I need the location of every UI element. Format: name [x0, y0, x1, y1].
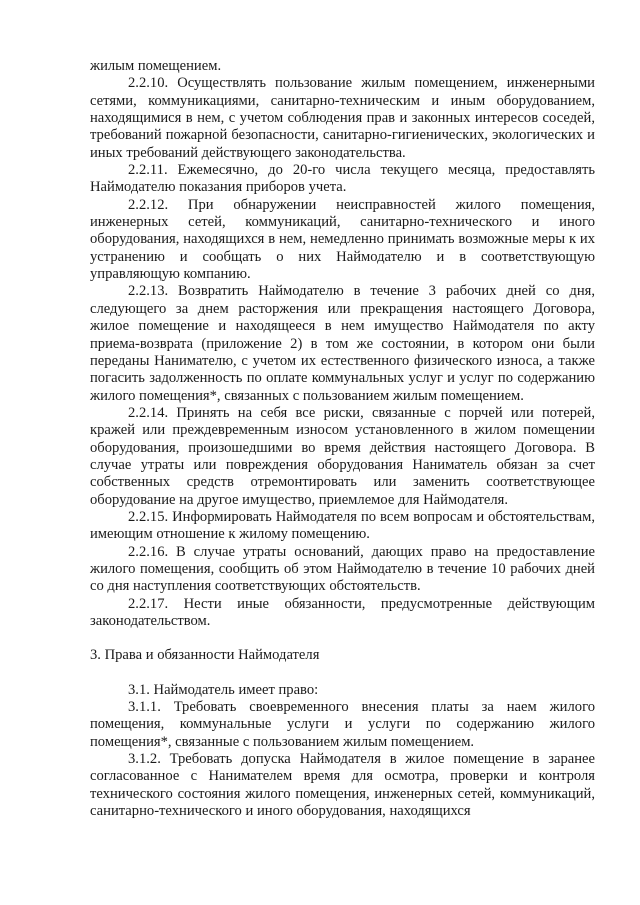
paragraph: 3.1.2. Требовать допуска Наймодателя в жилое помещение в заранее согласованное с Нанимателем время для осмотра, проверки и контроля технического состояния жилого помещения, инженерных сетей, коммуникаций, санитарно-технического и иного оборудования, находящихся: [90, 751, 595, 820]
paragraph: 2.2.12. При обнаружении неисправностей жилого помещения, инженерных сетей, коммуникаций, санитарно-технического и иного оборудования, находящихся в нем, немедленно принимать возможные меры к их устранению и сообщать о них Наймодателю и в соответствующую управляющую компанию.: [90, 196, 595, 283]
paragraph: 2.2.16. В случае утраты оснований, дающих право на предоставление жилого помещения, сообщить об этом Наймодателю в течение 10 рабочих дней со дня наступления соответствующих обстоятельств.: [90, 543, 595, 595]
paragraph: 2.2.10. Осуществлять пользование жилым помещением, инженерными сетями, коммуникациями, санитарно-техническим и иным оборудованием, находящимися в нем, с учетом соблюдения прав и законных интересов соседей, требований пожарной безопасности, санитарно-гигиенических, экологических и иных требований действующего законодательства.: [90, 75, 595, 161]
landlord-rights: [90, 682, 595, 821]
paragraph: жилым помещением.: [90, 58, 222, 74]
paragraph: 2.2.17. Нести иные обязанности, предусмотренные действующим законодательством.: [90, 595, 595, 629]
paragraph: 2.2.15. Информировать Наймодателя по всем вопросам и обстоятельствам, имеющим отношение к жилому помещению.: [90, 508, 595, 543]
paragraph: 3.1. Наймодатель имеет право:: [128, 681, 319, 698]
document-body: [90, 58, 595, 820]
paragraph: 2.2.14. Принять на себя все риски, связанные с порчей или потерей, кражей или преждевременным износом установленного в жилом помещении оборудования, произошедшими во время действия настоящего Договора. В случае утраты или повреждения оборудования Наниматель обязан за счет собственных средств отремонтировать или заменить соответствующее оборудование на другое имущество, приемлемое для Наймодателя.: [90, 404, 595, 508]
section-heading: 3. Права и обязанности Наймодателя: [90, 647, 320, 664]
paragraph: 2.2.11. Ежемесячно, до 20-го числа текущего месяца, предоставлять Наймодателю показания приборов учета.: [90, 162, 595, 196]
paragraph: 2.2.13. Возвратить Наймодателю в течение 3 рабочих дней со дня, следующего за днем расторжения или прекращения настоящего Договора, жилое помещение и находящееся в нем имущество Наймодателя по акту приема-возврата (приложение 2) в том же состоянии, в котором они были переданы Нанимателю, с учетом их естественного физического износа, а также погасить задолженность по оплате коммунальных услуг и услуг по содержанию жилого помещения*, связанных с пользованием жилым помещением.: [90, 283, 595, 404]
paragraph: 3.1.1. Требовать своевременного внесения платы за наем жилого помещения, коммунальные услуги и услуги по содержанию жилого помещения*, связанные с пользованием жилым помещением.: [90, 699, 595, 750]
obligations-continued: [90, 58, 595, 630]
